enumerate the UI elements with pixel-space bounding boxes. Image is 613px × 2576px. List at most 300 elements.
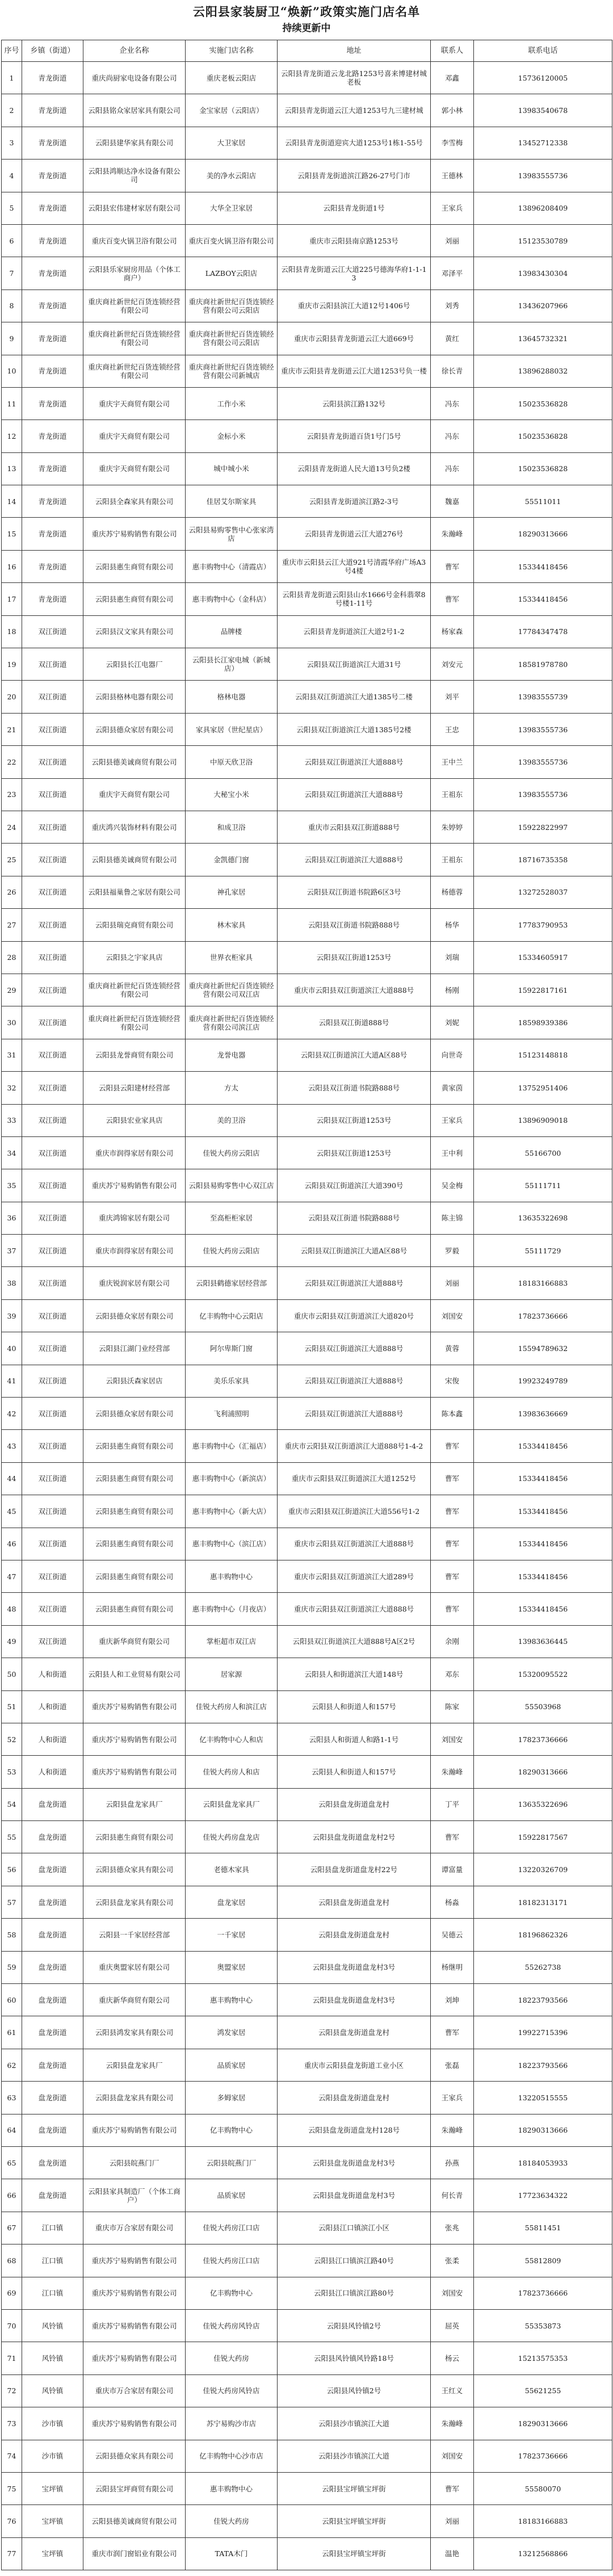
table-row — [2, 1951, 612, 1983]
cell-company: 重庆商社新世纪百货连锁经营有限公司 — [83, 355, 186, 387]
cell-index: 38 — [2, 1267, 22, 1299]
cell-phone: 55580070 — [474, 2472, 612, 2504]
cell-township: 盘龙街道 — [22, 2114, 83, 2146]
cell-address: 云阳县盘龙街道盘龙村 — [278, 1886, 431, 1918]
cell-store: 美的卫浴 — [186, 1104, 278, 1136]
cell-phone: 18290313666 — [474, 518, 612, 550]
title-block — [0, 0, 613, 40]
cell-township: 双江街道 — [22, 778, 83, 811]
cell-store: 惠丰购物中心（金科店） — [186, 583, 278, 615]
cell-township: 双江街道 — [22, 713, 83, 745]
cell-store: 云阳县易购零售中心张家湾店 — [186, 518, 278, 550]
cell-company: 重庆苏宁易购销售有限公司 — [83, 1169, 186, 1202]
cell-company: 重庆苏宁易购销售有限公司 — [83, 2244, 186, 2277]
cell-phone: 15922817161 — [474, 974, 612, 1006]
cell-address: 云阳县沙市镇滨江大道 — [278, 2407, 431, 2440]
cell-store: 重庆百变火锅卫浴有限公司 — [186, 224, 278, 257]
cell-company: 重庆百变火锅卫浴有限公司 — [83, 224, 186, 257]
cell-company: 云阳县江湖门业经营部 — [83, 1332, 186, 1365]
cell-address: 云阳县青龙街道滨江路2-3号 — [278, 485, 431, 518]
table-row — [2, 2016, 612, 2049]
cell-store: 重庆老板云阳店 — [186, 62, 278, 94]
table-row — [2, 355, 612, 387]
cell-store: 惠丰购物中心（月夜店） — [186, 1593, 278, 1625]
cell-index: 31 — [2, 1039, 22, 1071]
table-row — [2, 941, 612, 974]
cell-store: 金标小米 — [186, 420, 278, 452]
table-row — [2, 1006, 612, 1039]
cell-store: 神孔家居 — [186, 876, 278, 908]
cell-township: 盘龙街道 — [22, 2016, 83, 2049]
cell-index: 13 — [2, 452, 22, 485]
cell-company: 云阳县之宇家具店 — [83, 941, 186, 974]
cell-index: 68 — [2, 2244, 22, 2277]
cell-index: 15 — [2, 518, 22, 550]
cell-contact: 刘丽 — [431, 2505, 474, 2537]
table-row — [2, 1104, 612, 1136]
cell-phone: 13983540678 — [474, 94, 612, 127]
cell-store: 亿丰购物中心沙市店 — [186, 2440, 278, 2472]
cell-address: 云阳县双江街道1253号 — [278, 1136, 431, 1169]
cell-phone: 15123530789 — [474, 224, 612, 257]
cell-index: 21 — [2, 713, 22, 745]
cell-phone: 15922822997 — [474, 811, 612, 843]
cell-company: 重庆苏宁易购销售有限公司 — [83, 2342, 186, 2374]
cell-company: 云阳县德美诚商贸有限公司 — [83, 844, 186, 876]
cell-index: 56 — [2, 1853, 22, 1886]
cell-company: 云阳县乐家厨房用品（个体工商户） — [83, 257, 186, 290]
cell-store: 亿丰购物中心 — [186, 2277, 278, 2309]
table-row — [2, 2244, 612, 2277]
cell-store: 方太 — [186, 1072, 278, 1104]
header-cell-township: 乡镇（街道） — [22, 40, 83, 62]
cell-township: 人和街道 — [22, 1658, 83, 1690]
cell-contact: 杨家森 — [431, 615, 474, 648]
cell-store: 老德木家具 — [186, 1853, 278, 1886]
cell-contact: 何长青 — [431, 2179, 474, 2212]
cell-contact: 曹军 — [431, 1528, 474, 1560]
cell-store: 惠丰购物中心 — [186, 2472, 278, 2504]
cell-store: 佳锐大药房江口店 — [186, 2212, 278, 2244]
cell-address: 云阳县风铃镇2号 — [278, 2374, 431, 2407]
cell-contact: 刘坤 — [431, 1984, 474, 2016]
cell-store: 和成卫浴 — [186, 811, 278, 843]
cell-address: 云阳县双江街道滨江大道888号 — [278, 1267, 431, 1299]
cell-store: 品质家居 — [186, 2049, 278, 2081]
cell-store: 多姆家居 — [186, 2082, 278, 2114]
cell-company: 云阳县德众家居有限公司 — [83, 713, 186, 745]
cell-store: 佳锐大药房盘龙店 — [186, 1821, 278, 1853]
cell-phone: 15334418456 — [474, 1495, 612, 1528]
cell-store: 惠丰购物中心 — [186, 1560, 278, 1592]
cell-store: 佳锐大药房江口店 — [186, 2244, 278, 2277]
cell-phone: 55812809 — [474, 2244, 612, 2277]
cell-store: 飞利浦照明 — [186, 1398, 278, 1430]
cell-company: 云阳县惠生商贸有限公司 — [83, 1821, 186, 1853]
cell-index: 41 — [2, 1365, 22, 1397]
cell-index: 7 — [2, 257, 22, 290]
cell-address: 云阳县江口镇滨江小区 — [278, 2212, 431, 2244]
table-row — [2, 2407, 612, 2440]
table-row — [2, 1332, 612, 1365]
cell-store: 云阳县盘龙家具厂 — [186, 1788, 278, 1820]
cell-company: 云阳县盘龙家具厂 — [83, 2049, 186, 2081]
table-row — [2, 2505, 612, 2537]
cell-index: 47 — [2, 1560, 22, 1592]
cell-address: 云阳县双江街道滨江大道888号 — [278, 746, 431, 778]
cell-address: 重庆市云阳县双江街道滨江大道888号1-4-2 — [278, 1430, 431, 1462]
cell-index: 72 — [2, 2374, 22, 2407]
cell-phone: 13896208409 — [474, 192, 612, 224]
cell-company: 云阳县惠生商贸有限公司 — [83, 1430, 186, 1462]
cell-contact: 刘国安 — [431, 1723, 474, 1755]
cell-index: 61 — [2, 2016, 22, 2049]
cell-index: 30 — [2, 1006, 22, 1039]
cell-township: 青龙街道 — [22, 322, 83, 355]
cell-address: 云阳县盘龙街道盘龙村3号 — [278, 2147, 431, 2179]
cell-company: 重庆苏宁易购销售有限公司 — [83, 2114, 186, 2146]
cell-contact: 罗毅 — [431, 1235, 474, 1267]
table-row — [2, 2082, 612, 2114]
cell-store: 佳居艾尔斯家具 — [186, 485, 278, 518]
cell-address: 云阳县人和街道人和157号 — [278, 1690, 431, 1723]
cell-company: 云阳县德美诚商贸有限公司 — [83, 2505, 186, 2537]
cell-index: 76 — [2, 2505, 22, 2537]
table-row — [2, 485, 612, 518]
cell-index: 50 — [2, 1658, 22, 1690]
cell-index: 40 — [2, 1332, 22, 1365]
cell-index: 53 — [2, 1756, 22, 1788]
cell-store: 重庆商社新世纪百货连锁经营有限公司云阳店 — [186, 290, 278, 322]
cell-index: 71 — [2, 2342, 22, 2374]
cell-phone: 17723634322 — [474, 2179, 612, 2212]
table-row — [2, 127, 612, 159]
cell-township: 青龙街道 — [22, 355, 83, 387]
cell-phone: 19922715396 — [474, 2016, 612, 2049]
cell-address: 云阳县宝坪镇宝坪街 — [278, 2537, 431, 2570]
table-row — [2, 1136, 612, 1169]
cell-address: 云阳县双江街道滨江大道A区88号 — [278, 1039, 431, 1071]
cell-township: 宝坪镇 — [22, 2472, 83, 2504]
cell-company: 重庆尚厨家电设备有限公司 — [83, 62, 186, 94]
cell-contact: 曹军 — [431, 2016, 474, 2049]
cell-store: 鸿发家居 — [186, 2016, 278, 2049]
cell-address: 云阳县青龙街道云龙北路1253号喜来博建材城老板 — [278, 62, 431, 94]
table-row — [2, 322, 612, 355]
page-subtitle: 持续更新中 — [282, 23, 331, 34]
cell-store: 重庆商社新世纪百货连锁经营有限公司云阳店 — [186, 322, 278, 355]
cell-index: 43 — [2, 1430, 22, 1462]
cell-contact: 刘丽 — [431, 224, 474, 257]
cell-phone: 13752951406 — [474, 1072, 612, 1104]
table-row — [2, 1984, 612, 2016]
cell-phone: 13220515555 — [474, 2082, 612, 2114]
cell-township: 双江街道 — [22, 1039, 83, 1071]
cell-company: 云阳县汉文家具有限公司 — [83, 615, 186, 648]
cell-index: 42 — [2, 1398, 22, 1430]
cell-phone: 15123148818 — [474, 1039, 612, 1071]
cell-phone: 55111711 — [474, 1169, 612, 1202]
cell-phone: 15334418456 — [474, 1430, 612, 1462]
cell-phone: 13635322698 — [474, 1202, 612, 1234]
cell-index: 12 — [2, 420, 22, 452]
cell-address: 重庆市云阳县双江街道滨江大道888号 — [278, 1593, 431, 1625]
cell-contact: 徐长青 — [431, 355, 474, 387]
cell-address: 云阳县江口镇滨江路80号 — [278, 2277, 431, 2309]
cell-contact: 王德林 — [431, 160, 474, 192]
cell-address: 云阳县双江街道滨江大道888号 — [278, 1398, 431, 1430]
table-row — [2, 1267, 612, 1299]
cell-store: 金凯德门窗 — [186, 844, 278, 876]
cell-address: 重庆市云阳县青龙街道云江大道669号 — [278, 322, 431, 355]
cell-contact: 王祖东 — [431, 844, 474, 876]
table-row — [2, 257, 612, 290]
cell-phone: 15023536828 — [474, 420, 612, 452]
cell-phone: 15334418456 — [474, 1593, 612, 1625]
cell-index: 32 — [2, 1072, 22, 1104]
cell-address: 云阳县宝坪镇宝坪街 — [278, 2472, 431, 2504]
table-row — [2, 1430, 612, 1462]
cell-contact: 王中兰 — [431, 746, 474, 778]
cell-address: 云阳县双江街道滨江大道888号 — [278, 778, 431, 811]
cell-contact: 谭富量 — [431, 1853, 474, 1886]
cell-contact: 刘国安 — [431, 1299, 474, 1332]
cell-store: 大华全卫家居 — [186, 192, 278, 224]
cell-phone: 55262738 — [474, 1951, 612, 1983]
cell-township: 双江街道 — [22, 681, 83, 713]
cell-company: 云阳县铭众家居家具有限公司 — [83, 94, 186, 127]
cell-contact: 杨华 — [431, 909, 474, 941]
cell-township: 双江街道 — [22, 648, 83, 681]
cell-township: 双江街道 — [22, 1495, 83, 1528]
cell-address: 重庆市云阳县双江街道滨江大道888号 — [278, 1528, 431, 1560]
cell-store: 品牌楼 — [186, 615, 278, 648]
cell-township: 青龙街道 — [22, 224, 83, 257]
cell-township: 青龙街道 — [22, 550, 83, 582]
cell-township: 盘龙街道 — [22, 1984, 83, 2016]
cell-phone: 19923249789 — [474, 1365, 612, 1397]
cell-phone: 17823736666 — [474, 2440, 612, 2472]
table-row — [2, 648, 612, 681]
cell-company: 云阳县惠生商贸有限公司 — [83, 583, 186, 615]
cell-township: 风铃镇 — [22, 2374, 83, 2407]
cell-store: 世界衣柜家具 — [186, 941, 278, 974]
cell-index: 54 — [2, 1788, 22, 1820]
cell-index: 59 — [2, 1951, 22, 1983]
cell-township: 青龙街道 — [22, 62, 83, 94]
cell-phone: 13635322696 — [474, 1788, 612, 1820]
cell-store: 佳锐大药房人和滨江店 — [186, 1690, 278, 1723]
cell-phone: 15334605917 — [474, 941, 612, 974]
cell-index: 16 — [2, 550, 22, 582]
cell-address: 云阳县双江街道滨江大道888号A区2号 — [278, 1625, 431, 1658]
cell-contact: 邓鑫 — [431, 62, 474, 94]
cell-phone: 18290313666 — [474, 2407, 612, 2440]
cell-phone: 13896909018 — [474, 1104, 612, 1136]
table-row — [2, 1495, 612, 1528]
cell-address: 重庆市云阳县双江街道滨江大道289号 — [278, 1560, 431, 1592]
cell-address: 重庆市云阳县双江街道滨江大道820号 — [278, 1299, 431, 1332]
cell-index: 5 — [2, 192, 22, 224]
cell-phone: 13983555736 — [474, 746, 612, 778]
table-row — [2, 1072, 612, 1104]
cell-township: 双江街道 — [22, 909, 83, 941]
cell-contact: 王家兵 — [431, 1104, 474, 1136]
cell-contact: 刘瑞 — [431, 941, 474, 974]
cell-township: 盘龙街道 — [22, 1821, 83, 1853]
cell-township: 双江街道 — [22, 811, 83, 843]
cell-phone: 18716735358 — [474, 844, 612, 876]
cell-contact: 李雪梅 — [431, 127, 474, 159]
cell-address: 云阳县双江街道滨江大道888号 — [278, 1365, 431, 1397]
cell-contact: 曹军 — [431, 1462, 474, 1495]
cell-index: 22 — [2, 746, 22, 778]
table-row — [2, 811, 612, 843]
cell-township: 双江街道 — [22, 1299, 83, 1332]
cell-address: 云阳县青龙街道人民大道13号负2楼 — [278, 452, 431, 485]
table-row — [2, 2374, 612, 2407]
cell-company: 重庆苏宁易购销售有限公司 — [83, 1756, 186, 1788]
cell-store: 云阳县长江家电城（新城店） — [186, 648, 278, 681]
cell-phone: 13983555736 — [474, 160, 612, 192]
cell-index: 3 — [2, 127, 22, 159]
cell-index: 77 — [2, 2537, 22, 2570]
cell-phone: 15922817567 — [474, 1821, 612, 1853]
cell-township: 双江街道 — [22, 1593, 83, 1625]
table-row — [2, 2179, 612, 2212]
cell-phone: 13436207966 — [474, 290, 612, 322]
cell-contact: 曹军 — [431, 2472, 474, 2504]
cell-address: 重庆市云阳县双江街道滨江大道556号1-2 — [278, 1495, 431, 1528]
cell-index: 27 — [2, 909, 22, 941]
cell-phone: 18184053933 — [474, 2147, 612, 2179]
cell-index: 37 — [2, 1235, 22, 1267]
cell-contact: 郭小林 — [431, 94, 474, 127]
cell-township: 宝坪镇 — [22, 2537, 83, 2570]
cell-township: 青龙街道 — [22, 160, 83, 192]
cell-index: 28 — [2, 941, 22, 974]
cell-index: 25 — [2, 844, 22, 876]
cell-address: 云阳县盘龙街道盘龙村 — [278, 1919, 431, 1951]
table-row — [2, 94, 612, 127]
cell-index: 36 — [2, 1202, 22, 1234]
cell-store: 佳锐大药房云阳店 — [186, 1235, 278, 1267]
cell-phone: 13983555739 — [474, 681, 612, 713]
table-row — [2, 2537, 612, 2570]
cell-company: 云阳县龙誉商贸有限公司 — [83, 1039, 186, 1071]
cell-phone: 55511011 — [474, 485, 612, 518]
table-row — [2, 1821, 612, 1853]
cell-contact: 王中利 — [431, 1136, 474, 1169]
cell-township: 双江街道 — [22, 1625, 83, 1658]
table-row — [2, 1919, 612, 1951]
table-row — [2, 452, 612, 485]
table-row — [2, 550, 612, 582]
cell-address: 云阳县盘龙街道盘龙村22号 — [278, 1853, 431, 1886]
cell-index: 8 — [2, 290, 22, 322]
table-row — [2, 290, 612, 322]
cell-township: 青龙街道 — [22, 290, 83, 322]
cell-index: 29 — [2, 974, 22, 1006]
cell-company: 云阳县惠生商贸有限公司 — [83, 1560, 186, 1592]
table-row — [2, 1039, 612, 1071]
cell-township: 沙市镇 — [22, 2407, 83, 2440]
cell-store: 佳锐大药房人和店 — [186, 1756, 278, 1788]
table-row — [2, 420, 612, 452]
table-row — [2, 1365, 612, 1397]
cell-phone: 13272528037 — [474, 876, 612, 908]
cell-store: TATA木门 — [186, 2537, 278, 2570]
cell-company: 重庆鸿锦家居有限公司 — [83, 1202, 186, 1234]
cell-contact: 冯东 — [431, 420, 474, 452]
cell-contact: 王忠 — [431, 713, 474, 745]
cell-phone: 17784347478 — [474, 615, 612, 648]
cell-company: 重庆奥盟家居有限公司 — [83, 1951, 186, 1983]
cell-company: 云阳县宏业家具店 — [83, 1104, 186, 1136]
cell-township: 双江街道 — [22, 746, 83, 778]
cell-contact: 屈英 — [431, 2309, 474, 2342]
cell-contact: 冯东 — [431, 387, 474, 419]
cell-address: 重庆市云阳县双江街道滨江大道888号 — [278, 974, 431, 1006]
cell-contact: 杨德蓉 — [431, 876, 474, 908]
cell-township: 双江街道 — [22, 1365, 83, 1397]
cell-phone: 18581978780 — [474, 648, 612, 681]
cell-company: 云阳县长江电器厂 — [83, 648, 186, 681]
cell-township: 双江街道 — [22, 974, 83, 1006]
cell-address: 重庆市云阳县双江街道滨江大道1252号 — [278, 1462, 431, 1495]
cell-township: 双江街道 — [22, 1332, 83, 1365]
cell-township: 盘龙街道 — [22, 1886, 83, 1918]
table-row — [2, 2147, 612, 2179]
cell-address: 云阳县盘龙街道盘龙村128号 — [278, 2114, 431, 2146]
cell-company: 云阳县德众家具有限公司 — [83, 1853, 186, 1886]
cell-store: 惠丰购物中心（新大店） — [186, 1495, 278, 1528]
cell-company: 重庆新华商贸有限公司 — [83, 1625, 186, 1658]
cell-address: 云阳县滨江路132号 — [278, 387, 431, 419]
table-header-row — [2, 40, 612, 62]
cell-index: 66 — [2, 2179, 22, 2212]
cell-index: 55 — [2, 1821, 22, 1853]
cell-store: 重庆商社新世纪百货连锁经营有限公司双江店 — [186, 974, 278, 1006]
table-row — [2, 1690, 612, 1723]
cell-index: 6 — [2, 224, 22, 257]
table-row — [2, 1528, 612, 1560]
cell-township: 盘龙街道 — [22, 2049, 83, 2081]
cell-phone: 17783790953 — [474, 909, 612, 941]
table-row — [2, 2277, 612, 2309]
table-row — [2, 681, 612, 713]
cell-index: 57 — [2, 1886, 22, 1918]
cell-store: 惠丰购物中心（滨江店） — [186, 1528, 278, 1560]
cell-store: 林木家具 — [186, 909, 278, 941]
header-cell-contact: 联系人 — [431, 40, 474, 62]
cell-township: 人和街道 — [22, 1690, 83, 1723]
cell-contact: 魏嘉 — [431, 485, 474, 518]
cell-address: 云阳县双江街道滨江大道1385号2楼 — [278, 713, 431, 745]
table-row — [2, 1593, 612, 1625]
table-row — [2, 1788, 612, 1820]
cell-township: 双江街道 — [22, 941, 83, 974]
cell-township: 双江街道 — [22, 1169, 83, 1202]
cell-index: 63 — [2, 2082, 22, 2114]
cell-company: 重庆商社新世纪百货连锁经营有限公司 — [83, 974, 186, 1006]
cell-contact: 孙燕 — [431, 2147, 474, 2179]
cell-index: 67 — [2, 2212, 22, 2244]
cell-phone: 55503968 — [474, 1690, 612, 1723]
cell-township: 风铃镇 — [22, 2309, 83, 2342]
cell-phone: 13983636669 — [474, 1398, 612, 1430]
cell-phone: 55621255 — [474, 2374, 612, 2407]
